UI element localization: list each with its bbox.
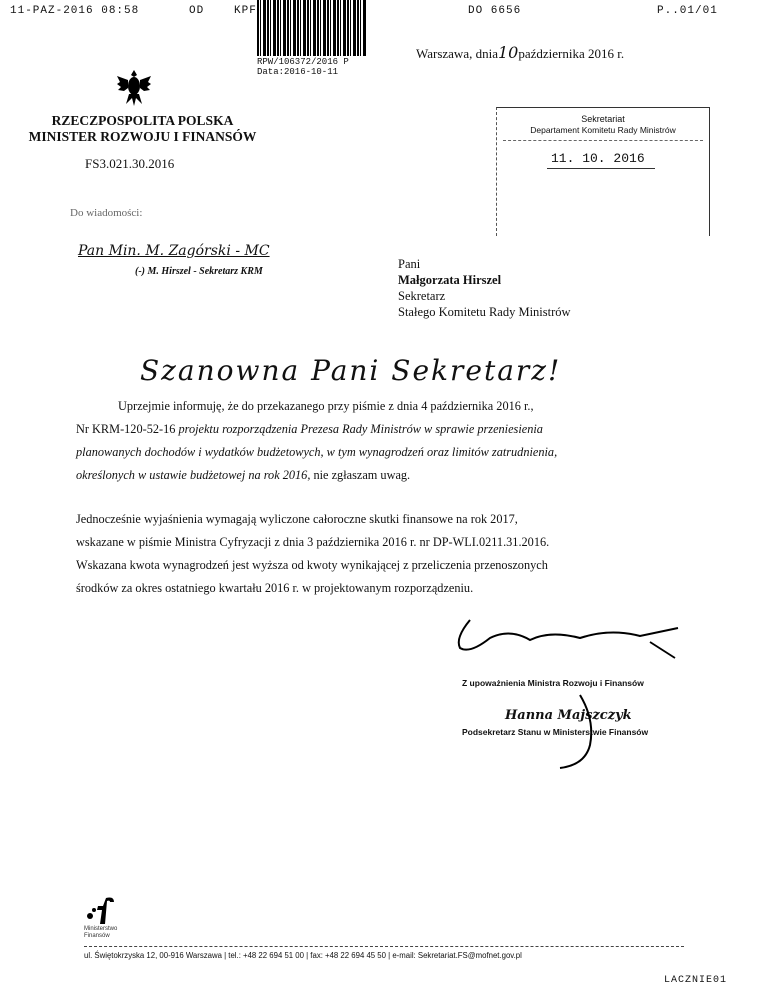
rpw-number: RPW/106372/2016 P [257, 57, 349, 67]
rpw-date: Data:2016-10-11 [257, 67, 339, 77]
signature-flourish [540, 690, 630, 780]
signature-authority: Z upoważnienia Ministra Rozwoju i Finansów [462, 678, 644, 688]
header-line2: MINISTER ROZWOJU I FINANSÓW [28, 129, 257, 144]
fax-kpf: KPF [234, 5, 257, 17]
cc-heading: Do wiadomości: [70, 207, 143, 219]
logo-caption: Ministerstwo Finansów [84, 926, 118, 939]
cc-printed: (-) M. Hirszel - Sekretarz KRM [135, 266, 263, 277]
fax-date-time: 11-PAZ-2016 08:58 [10, 5, 140, 17]
received-stamp: Sekretariat Departament Komitetu Rady Ministrów 11. 10. 2016 [496, 107, 710, 236]
eagle-emblem-icon [116, 68, 152, 113]
fax-footer-code: LACZNIE01 [664, 975, 728, 986]
reference-number: FS3.021.30.2016 [85, 156, 175, 171]
paragraph-2: Jednocześnie wyjaśnienia wymagają wyliczone całoroczne skutki finansowe na rok 2017, wskazane w piśmie Ministra Cyfryzacji z dnia 3 października 2016 r. nr DP-WLI.0211.31.2016. Wskazana kwota wynagrodzeń jest wyższa od kwoty wynikającej z przeliczenia przenoszonych środków za okres ostatniego kwartału 2016 r. w projektowanym rozporządzeniu. [76, 512, 550, 595]
fax-od: OD [189, 5, 205, 17]
recipient: Pani Małgorzata Hirszel Sekretarz Stałego Komitetu Rady Ministrów [398, 257, 571, 319]
header-line1: RZECZPOSPOLITA POLSKA [51, 113, 234, 128]
footer-divider [84, 946, 684, 947]
place-date: Warszawa, dnia10października 2016 r. [416, 43, 625, 62]
handwritten-signature [450, 608, 680, 673]
cc-handwritten: Pan Min. M. Zagórski - MC [78, 243, 270, 259]
fax-page: P..01/01 [657, 5, 718, 17]
salutation-handwritten: Szanowna Pani Sekretarz! [140, 354, 562, 387]
footer-address: ul. Świętokrzyska 12, 00-916 Warszawa | tel.: +48 22 694 51 00 | fax: +48 22 694 45 50 | e-mail: Sekretariat.FS@mofnet.gov.pl [84, 951, 522, 960]
signature-title: Podsekretarz Stanu w Ministerstwie Finansów [462, 727, 649, 737]
paragraph-1: Uprzejmie informuję, że do przekazanego przy piśmie z dnia 4 października 2016 r., Nr KRM-120-52-16 projektu rozporządzenia Prezesa Rady Ministrów w sprawie przeniesienia planowanych dochodów i wydatków budżetowych, w tym wynagrodzeń oraz limitów zatrudnienia, określonych w ustawie budżetowej na rok 2016, nie zgłaszam uwag. [76, 399, 558, 482]
fax-do: DO 6656 [468, 5, 522, 17]
barcode [257, 0, 367, 56]
signature-name: Hanna Majszczyk [505, 708, 632, 723]
